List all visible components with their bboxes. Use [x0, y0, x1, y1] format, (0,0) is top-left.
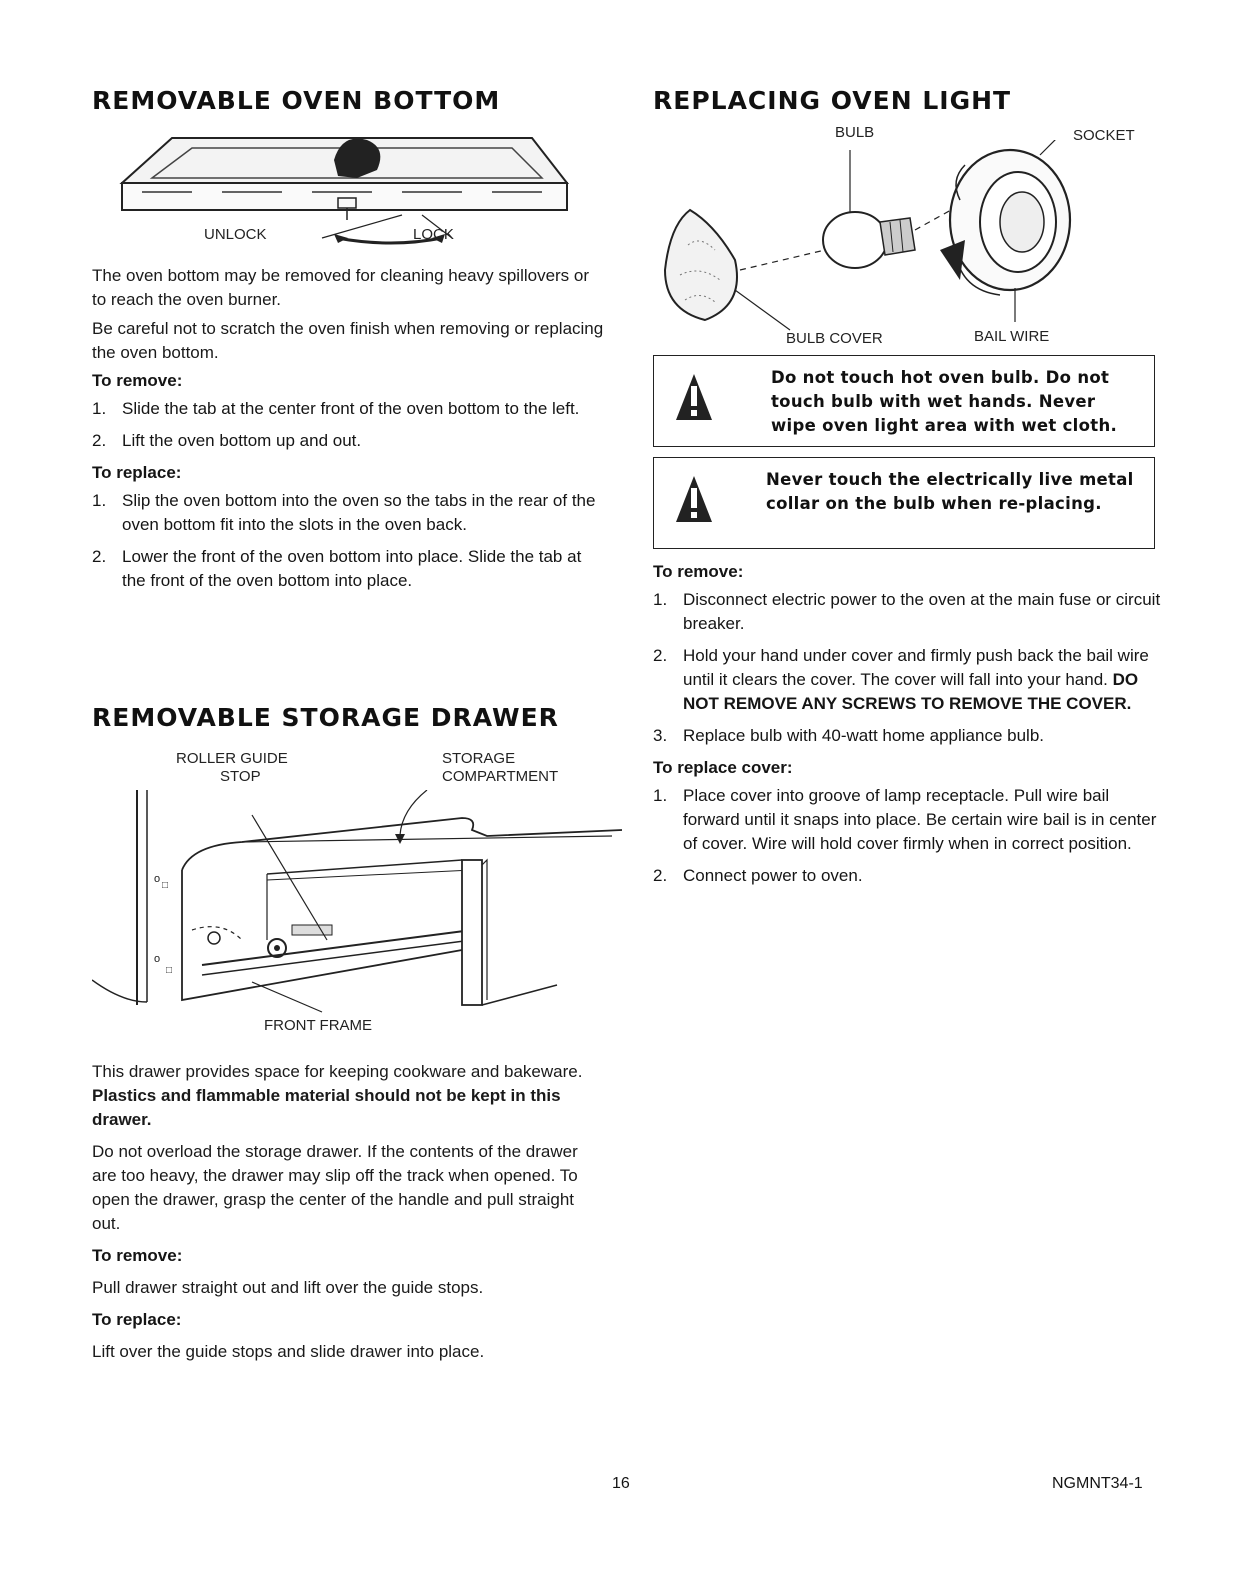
storage-drawer-replace-text: Lift over the guide stops and slide drawer into place. [92, 1342, 485, 1361]
bail-wire-label: BAIL WIRE [974, 328, 1050, 345]
roller-guide-label: ROLLER GUIDE [176, 750, 288, 767]
oven-light-remove-list [653, 588, 1168, 748]
svg-text:o: o [154, 953, 161, 965]
oven-bottom-replace-heading: To replace: [92, 463, 182, 482]
lock-arrow-icon [282, 210, 502, 250]
warning-box-live-collar [653, 457, 1155, 549]
oven-light-illustration [660, 140, 1090, 335]
warning-triangle-icon [674, 474, 714, 524]
storage-drawer-replace-heading: To replace: [92, 1310, 182, 1329]
compartment-label: COMPARTMENT [442, 768, 559, 785]
socket-label: SOCKET [1073, 127, 1135, 144]
page-number: 16 [612, 1475, 630, 1492]
oven-light-replace-list [653, 784, 1168, 888]
oven-light-title: REPLACING OVEN LIGHT [653, 86, 1012, 115]
list-item: 1. Place cover into groove of lamp receptacle. Pull wire bail forward until it snaps into place. Be certain wire bail is in center of cover. Wire will hold cover firmly when in correct position. [653, 786, 1157, 853]
svg-text:□: □ [162, 880, 169, 891]
storage-label: STORAGE [442, 750, 516, 767]
storage-drawer-title: REMOVABLE STORAGE DRAWER [92, 703, 559, 732]
oven-light-text [653, 560, 1168, 896]
stop-label: STOP [220, 768, 261, 785]
warning-text-live-collar: Never touch the electrically live metal collar on the bulb when re-placing. [766, 470, 1134, 513]
list-item: 1. Slip the oven bottom into the oven so the tabs in the rear of the oven bottom fit into the slots in the oven back. [92, 491, 596, 534]
unlock-label: UNLOCK [204, 226, 267, 243]
list-item: 1. Slide the tab at the center front of the oven bottom to the left. [92, 399, 580, 418]
front-frame-label: FRONT FRAME [264, 1017, 373, 1034]
oven-bottom-para-1: The oven bottom may be removed for cleaning heavy spillovers or to reach the oven burner. [92, 266, 590, 309]
list-item: 3. Replace bulb with 40-watt home appliance bulb. [653, 726, 1045, 745]
svg-text:o: o [154, 873, 161, 885]
oven-bottom-remove-list [92, 397, 607, 453]
storage-drawer-remove-text: Pull drawer straight out and lift over the guide stops. [92, 1278, 484, 1297]
list-item: 1. Disconnect electric power to the oven at the main fuse or circuit breaker. [653, 590, 1161, 633]
list-item: 2. Lower the front of the oven bottom into place. Slide the tab at the front of the oven bottom into place. [92, 547, 582, 590]
oven-bottom-replace-list [92, 489, 607, 593]
list-item: 2. Hold your hand under cover and firmly push back the bail wire until it clears the cover. The cover will fall into your hand. DO NOT REMOVE ANY SCREWS TO REMOVE THE COVER. [653, 646, 1149, 713]
lock-label: LOCK [413, 226, 454, 243]
warning-box-hot-bulb [653, 355, 1155, 447]
oven-light-remove-heading: To remove: [653, 562, 744, 581]
oven-bottom-title: REMOVABLE OVEN BOTTOM [92, 86, 501, 115]
bulb-cover-label: BULB COVER [786, 330, 883, 347]
storage-drawer-illustration [92, 790, 622, 1020]
bulb-label: BULB [835, 124, 875, 141]
list-item: 2. Connect power to oven. [653, 866, 863, 885]
storage-drawer-para-2: Do not overload the storage drawer. If the contents of the drawer are too heavy, the drawer may slip off the track when opened. To open the drawer, grasp the center of the handle and pull straight out. [92, 1142, 578, 1233]
list-item: 2. Lift the oven bottom up and out. [92, 431, 362, 450]
oven-bottom-para-2: Be careful not to scratch the oven finish when removing or replacing the oven bottom. [92, 319, 604, 362]
oven-bottom-text [92, 264, 607, 601]
storage-drawer-remove-heading: To remove: [92, 1246, 183, 1265]
warning-text-hot-bulb: Do not touch hot oven bulb. Do not touch bulb with wet hands. Never wipe oven light area with wet cloth. [771, 368, 1118, 435]
warning-triangle-icon [674, 372, 714, 422]
storage-drawer-text [92, 1060, 602, 1364]
storage-drawer-para-1: This drawer provides space for keeping cookware and bakeware. Plastics and flammable material should not be kept in this drawer. [92, 1062, 583, 1129]
oven-bottom-remove-heading: To remove: [92, 371, 183, 390]
document-code: NGMNT34-1 [1052, 1475, 1143, 1492]
svg-text:□: □ [166, 965, 173, 976]
oven-light-replace-heading: To replace cover: [653, 758, 793, 777]
